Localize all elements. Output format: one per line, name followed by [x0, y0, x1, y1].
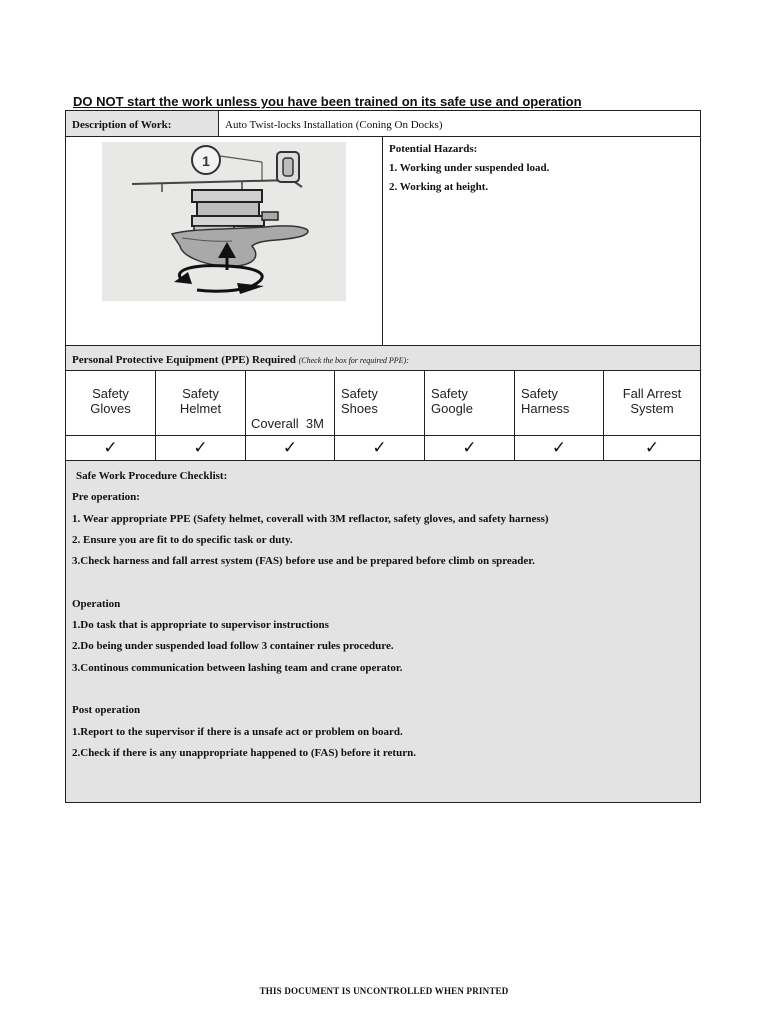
work-instruction-form	[65, 110, 701, 803]
divider	[382, 136, 383, 346]
ppe-fall-arrest-system	[604, 371, 700, 436]
ppe-checkbox-helmet[interactable]: ✓	[193, 438, 208, 457]
ppe-label-line2: Gloves	[90, 401, 131, 416]
ppe-label-line1: Safety	[431, 386, 468, 401]
pre-operation-step: 2. Ensure you are fit to do specific task or duty.	[72, 533, 293, 546]
post-operation-title: Post operation	[72, 704, 141, 717]
document-footer: THIS DOCUMENT IS UNCONTROLLED WHEN PRINTED	[259, 986, 509, 996]
ppe-checkbox-harness[interactable]: ✓	[551, 438, 567, 457]
ppe-safety-harness	[521, 371, 604, 436]
ppe-safety-google	[431, 371, 515, 436]
operation-title: Operation	[72, 597, 121, 610]
pre-operation-step: 1. Wear appropriate PPE (Safety helmet, coverall with 3M reflactor, safety gloves, and safety harness)	[72, 512, 549, 525]
ppe-label-line1: Safety	[182, 386, 219, 401]
operation-step: 3.Continous communication between lashing team and crane operator.	[72, 661, 403, 674]
ppe-checkbox-coverall[interactable]: ✓	[282, 438, 298, 457]
ppe-safety-gloves	[66, 371, 155, 436]
ppe-safety-shoes	[341, 371, 425, 436]
ppe-checkbox-fall-arrest[interactable]: ✓	[644, 438, 660, 457]
operation-step: 2.Do being under suspended load follow 3 container rules procedure.	[72, 640, 394, 653]
ppe-checkbox-google[interactable]: ✓	[462, 438, 477, 457]
ppe-title: Personal Protective Equipment (PPE) Required	[72, 354, 296, 366]
safe-work-procedure	[66, 461, 700, 802]
pre-operation-step: 3.Check harness and fall arrest system (FAS) before use and be prepared before climb on spreader.	[72, 555, 535, 568]
ppe-coverall-reflector	[251, 371, 335, 436]
ppe-label-line1: Safety	[341, 386, 378, 401]
hazard-item: 1. Working under suspended load.	[389, 162, 550, 174]
ppe-label-line2: System	[630, 401, 674, 416]
ppe-checkbox-shoes[interactable]: ✓	[372, 438, 387, 457]
ppe-label-line2: Google	[431, 401, 473, 416]
ppe-label-line1: Fall Arrest	[622, 386, 682, 401]
post-operation-step: 2.Check if there is any unappropriate happened to (FAS) before it return.	[72, 746, 416, 759]
ppe-checkbox-gloves[interactable]: ✓	[103, 438, 118, 457]
ppe-label-line2: Shoes	[341, 401, 378, 416]
pre-operation-title: Pre operation:	[72, 491, 140, 504]
procedure-title: Safe Work Procedure Checklist:	[76, 470, 228, 482]
description-value: Auto Twist-locks Installation (Coning On Docks)	[225, 119, 443, 131]
ppe-label-line2: Harness	[521, 401, 570, 416]
badge-number: 1	[202, 153, 210, 169]
ppe-note: (Check the box for required PPE):	[298, 356, 409, 365]
twistlock-drawing	[102, 142, 346, 301]
potential-hazards	[384, 137, 700, 345]
description-label: Description of Work:	[66, 111, 218, 136]
post-operation-step: 1.Report to the supervisor if there is a unsafe act or problem on board.	[72, 725, 403, 738]
ppe-heading	[66, 346, 700, 370]
hazard-item: 2. Working at height.	[389, 181, 489, 193]
ppe-safety-helmet	[156, 371, 245, 436]
ppe-label-line2: Helmet	[179, 401, 222, 416]
warning-heading: DO NOT start the work unless you have been trained on its safe use and operation	[73, 94, 582, 109]
twistlock-illustration	[102, 142, 346, 301]
operation-step: 1.Do task that is appropriate to supervisor instructions	[72, 619, 329, 632]
ppe-label-line1: Safety	[92, 386, 129, 401]
hazards-title: Potential Hazards:	[389, 143, 478, 155]
ppe-label-line1: Safety	[521, 386, 558, 401]
ppe-label-line1: Coverall 3M	[251, 416, 324, 431]
